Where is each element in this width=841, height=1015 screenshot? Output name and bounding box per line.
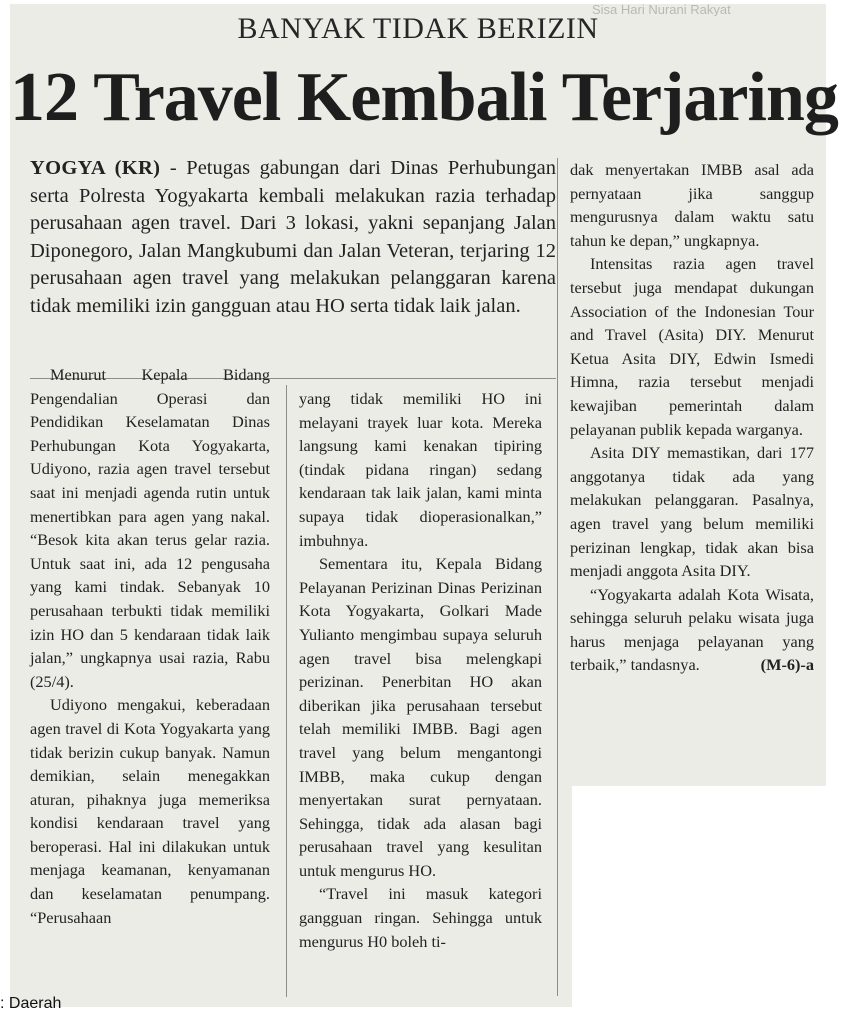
dateline: YOGYA (KR) [30, 157, 161, 179]
lead-text: - Petugas gabungan dari Dinas Perhubungan serta Polresta Yogyakarta kembali melakukan razia terhadap perusahaan agen travel. Dari 3 lokasi, yakni sepanjang Jalan Diponegoro, Jalan Mangkubumi dan Jalan Veteran, terjaring 12 perusahaan agen travel yang melakukan pelanggaran karena tidak memiliki izin gangguan atau HO serta tidak laik jalan. [30, 157, 557, 317]
column-3 [570, 158, 814, 677]
byline: (M-6)-a [760, 655, 814, 675]
paragraph: Sementara itu, Kepala Bidang Pelayanan Perizinan Dinas Perizinan Kota Yogyakarta, Golkari Made Yulianto mengimbau supaya seluruh agen travel bisa melengkapi perizinan. Penerbitan HO akan diberikan jika perusahaan tersebut telah memiliki IMBB. Bagi agen travel yang belum mengantongi IMBB, maka cukup dengan menyertakan surat pernyataan. Sehingga, tidak ada alasan bagi perusahaan travel yang kesulitan untuk mengurus HO. [299, 554, 542, 880]
paragraph: yang tidak memiliki HO ini melayani trayek luar kota. Mereka langsung kami kenakan tipiring (tindak pidana ringan) sedang kendaraan tak laik jalan, kami minta supaya tidak dioperasionalkan,” imbuhnya. [299, 389, 542, 550]
column-1 [30, 363, 270, 929]
lead-paragraph [30, 155, 556, 321]
bleed-through-text: Sisa Hari Nurani Rakyat [592, 2, 731, 16]
column-divider [286, 385, 287, 997]
closing-text: “Yogyakarta adalah Kota Wisata, sehingga seluruh pelaku wisata juga harus menjaga pelayanan yang terbaik,” tandasnya. [570, 584, 814, 675]
kicker: BANYAK TIDAK BERIZIN [237, 12, 599, 45]
paragraph: Menurut Kepala Bidang Pengendalian Operasi dan Pendidikan Keselamatan Dinas Perhubungan Kota Yogyakarta, Udiyono, razia agen travel tersebut saat ini menjadi agenda rutin untuk menertibkan para agen yang nakal. “Besok kita akan terus gelar razia. Untuk saat ini, ada 12 pengusaha yang kami tindak. Sebanyak 10 perusahaan terbukti tidak memiliki izin HO dan 5 kendaraan tidak laik jalan,” ungkapnya usai razia, Rabu (25/4). [30, 365, 270, 691]
paragraph [570, 583, 814, 677]
section-label: : Daerah [0, 995, 62, 1012]
paragraph: Intensitas razia agen travel tersebut juga mendapat dukungan Association of the Indonesian Tour and Travel (Asita) DIY. Menurut Ketua Asita DIY, Edwin Ismedi Himna, razia tersebut menjadi kewajiban pemerintah dalam pelayanan publik kepada warganya. [570, 254, 814, 439]
paragraph: dak menyertakan IMBB asal ada pernyataan jika sanggup mengurusnya dalam waktu satu tahun ke depan,” ungkapnya. [570, 160, 814, 250]
paragraph: Udiyono mengakui, keberadaan agen travel di Kota Yogyakarta yang tidak berizin cukup banyak. Namun demikian, selain menegakkan aturan, pihaknya juga memeriksa kondisi kendaraan travel yang beroperasi. Hal ini dilakukan untuk menjaga keamanan, kenyamanan dan keselamatan penumpang. “Perusahaan [30, 695, 270, 927]
paragraph: “Travel ini masuk kategori gangguan ringan. Sehingga untuk mengurus H0 boleh ti- [299, 884, 542, 951]
clipping-cutout [572, 786, 841, 1015]
headline: 12 Travel Kembali Terjaring [10, 59, 838, 136]
column-2 [299, 387, 542, 953]
column-divider [557, 158, 558, 996]
paragraph: Asita DIY memastikan, dari 177 anggotanya tidak ada yang melakukan pelanggaran. Pasalnya, agen travel yang belum memiliki perizinan lengkap, tidak akan bisa menjadi anggota Asita DIY. [570, 443, 814, 581]
